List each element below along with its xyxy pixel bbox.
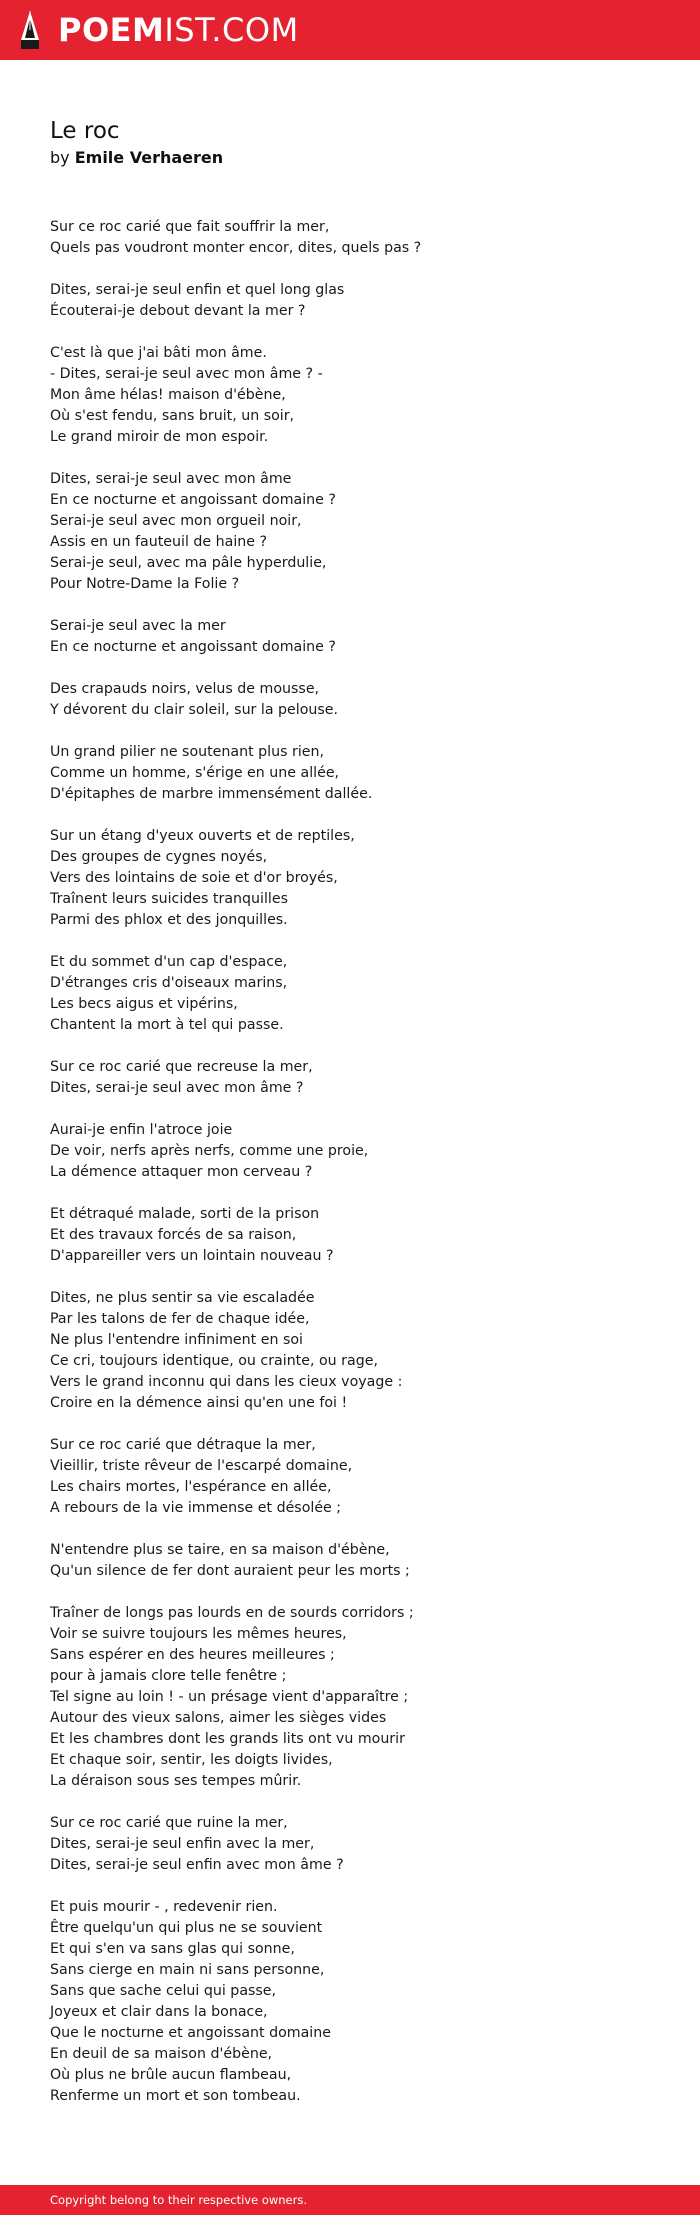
- poem-stanza: [50, 952, 670, 1036]
- poem-line: Serai-je seul, avec ma pâle hyperdulie,: [50, 555, 327, 571]
- poem-stanza: [50, 1288, 670, 1414]
- poem-line: Sur ce roc carié que détraque la mer,: [50, 1437, 316, 1453]
- poem-line: Croire en la démence ainsi qu'en une foi !: [50, 1395, 348, 1411]
- poem-body: [50, 217, 670, 2128]
- poem-line: Joyeux et clair dans la bonace,: [50, 2004, 268, 2020]
- poem-line: Quels pas voudront monter encor, dites, quels pas ?: [50, 240, 422, 256]
- poem-line: Tel signe au loin ! - un présage vient d'apparaître ;: [50, 1689, 409, 1705]
- poem-line: Aurai-je enfin l'atroce joie: [50, 1122, 233, 1138]
- poem-line: Et chaque soir, sentir, les doigts livides,: [50, 1752, 333, 1768]
- poem-line: Dites, serai-je seul enfin et quel long glas: [50, 282, 345, 298]
- poem-stanza: [50, 280, 670, 322]
- poem-line: D'épitaphes de marbre immensément dallée.: [50, 786, 373, 802]
- poem-line: Assis en un fauteuil de haine ?: [50, 534, 268, 550]
- poem-line: Qu'un silence de fer dont auraient peur les morts ;: [50, 1563, 410, 1579]
- poem-line: Vers le grand inconnu qui dans les cieux voyage :: [50, 1374, 403, 1390]
- copyright-notice: Copyright belong to their respective owners.: [50, 2193, 308, 2207]
- poem-line: Le grand miroir de mon espoir.: [50, 429, 269, 445]
- poem-line: Vieillir, triste rêveur de l'escarpé domaine,: [50, 1458, 353, 1474]
- poem-line: Renferme un mort et son tombeau.: [50, 2088, 301, 2104]
- poem-stanza: [50, 1897, 670, 2107]
- author-name: Emile Verhaeren: [74, 148, 224, 167]
- poem-line: En ce nocturne et angoissant domaine ?: [50, 492, 336, 508]
- poem-stanza: [50, 343, 670, 448]
- poem-line: Vers des lointains de soie et d'or broyés,: [50, 870, 338, 886]
- poem-line: Les becs aigus et vipérins,: [50, 996, 238, 1012]
- poem-title: Le roc: [50, 118, 120, 144]
- poem-stanza: [50, 826, 670, 931]
- poem-line: Dites, serai-je seul avec mon âme ?: [50, 1080, 304, 1096]
- poem-stanza: [50, 616, 670, 658]
- poem-line: Des crapauds noirs, velus de mousse,: [50, 681, 320, 697]
- poem-stanza: [50, 1435, 670, 1519]
- poem-line: Dites, ne plus sentir sa vie escaladée: [50, 1290, 315, 1306]
- poem-line: Serai-je seul avec mon orgueil noir,: [50, 513, 302, 529]
- poem-line: Dites, serai-je seul avec mon âme: [50, 471, 292, 487]
- poem-stanza: [50, 469, 670, 595]
- poem-line: Sans cierge en main ni sans personne,: [50, 1962, 325, 1978]
- poem-line: Autour des vieux salons, aimer les sièges vides: [50, 1710, 387, 1726]
- poem-line: Dites, serai-je seul enfin avec mon âme ?: [50, 1857, 344, 1873]
- poem-line: Des groupes de cygnes noyés,: [50, 849, 268, 865]
- poem-line: Et des travaux forcés de sa raison,: [50, 1227, 297, 1243]
- poem-line: A rebours de la vie immense et désolée ;: [50, 1500, 342, 1516]
- poem-stanza: [50, 742, 670, 805]
- pen-nib-icon[interactable]: [18, 10, 42, 50]
- poem-line: Chantent la mort à tel qui passe.: [50, 1017, 284, 1033]
- poem-line: Et du sommet d'un cap d'espace,: [50, 954, 288, 970]
- poem-line: La déraison sous ses tempes mûrir.: [50, 1773, 302, 1789]
- poem-stanza: [50, 1540, 670, 1582]
- poem-line: Sur ce roc carié que fait souffrir la mer,: [50, 219, 330, 235]
- poem-byline: [50, 146, 223, 170]
- brand-bold: POEM: [58, 11, 165, 49]
- poem-stanza: [50, 1603, 670, 1792]
- poem-line: Sans espérer en des heures meilleures ;: [50, 1647, 335, 1663]
- by-label: by: [50, 148, 70, 167]
- poem-line: Et détraqué malade, sorti de la prison: [50, 1206, 320, 1222]
- poem-line: En ce nocturne et angoissant domaine ?: [50, 639, 336, 655]
- poem-line: D'étranges cris d'oiseaux marins,: [50, 975, 288, 991]
- poem-line: Parmi des phlox et des jonquilles.: [50, 912, 288, 928]
- poem-line: Et les chambres dont les grands lits ont vu mourir: [50, 1731, 405, 1747]
- site-footer: [0, 2185, 700, 2215]
- poem-line: Sur ce roc carié que recreuse la mer,: [50, 1059, 313, 1075]
- poem-line: Et qui s'en va sans glas qui sonne,: [50, 1941, 295, 1957]
- poem-line: Un grand pilier ne soutenant plus rien,: [50, 744, 325, 760]
- poem-line: Mon âme hélas! maison d'ébène,: [50, 387, 286, 403]
- poem-line: Écouterai-je debout devant la mer ?: [50, 303, 306, 319]
- poem-line: Ne plus l'entendre infiniment en soi: [50, 1332, 303, 1348]
- site-logo-link[interactable]: [58, 11, 299, 49]
- poem-line: C'est là que j'ai bâti mon âme.: [50, 345, 267, 361]
- poem-line: Où plus ne brûle aucun flambeau,: [50, 2067, 292, 2083]
- poem-line: Traîner de longs pas lourds en de sourds corridors ;: [50, 1605, 414, 1621]
- poem-line: D'appareiller vers un lointain nouveau ?: [50, 1248, 334, 1264]
- poem-stanza: [50, 1120, 670, 1183]
- poem-line: La démence attaquer mon cerveau ?: [50, 1164, 313, 1180]
- poem-line: Où s'est fendu, sans bruit, un soir,: [50, 408, 295, 424]
- poem-line: - Dites, serai-je seul avec mon âme ? -: [50, 366, 323, 382]
- poem-stanza: [50, 1057, 670, 1099]
- poem-line: N'entendre plus se taire, en sa maison d'ébène,: [50, 1542, 390, 1558]
- site-header: [0, 0, 700, 60]
- poem-line: Sur ce roc carié que ruine la mer,: [50, 1815, 288, 1831]
- poem-stanza: [50, 679, 670, 721]
- poem-line: Sans que sache celui qui passe,: [50, 1983, 277, 1999]
- poem-line: Serai-je seul avec la mer: [50, 618, 226, 634]
- poem-line: pour à jamais clore telle fenêtre ;: [50, 1668, 287, 1684]
- poem-line: Les chairs mortes, l'espérance en allée,: [50, 1479, 332, 1495]
- poem-line: Comme un homme, s'érige en une allée,: [50, 765, 340, 781]
- poem-line: Ce cri, toujours identique, ou crainte, ou rage,: [50, 1353, 378, 1369]
- brand-thin: IST.COM: [164, 11, 299, 49]
- poem-stanza: [50, 1204, 670, 1267]
- poem-line: Que le nocturne et angoissant domaine: [50, 2025, 331, 2041]
- poem-line: Dites, serai-je seul enfin avec la mer,: [50, 1836, 315, 1852]
- poem-line: Y dévorent du clair soleil, sur la pelouse.: [50, 702, 339, 718]
- poem-line: Et puis mourir - , redevenir rien.: [50, 1899, 278, 1915]
- poem-line: Sur un étang d'yeux ouverts et de reptiles,: [50, 828, 355, 844]
- poem-line: Traînent leurs suicides tranquilles: [50, 891, 288, 907]
- poem-stanza: [50, 217, 670, 259]
- poem-line: Voir se suivre toujours les mêmes heures,: [50, 1626, 347, 1642]
- poem-line: De voir, nerfs après nerfs, comme une proie,: [50, 1143, 369, 1159]
- poem-line: Par les talons de fer de chaque idée,: [50, 1311, 310, 1327]
- poem-line: Être quelqu'un qui plus ne se souvient: [50, 1920, 323, 1936]
- poem-line: Pour Notre-Dame la Folie ?: [50, 576, 240, 592]
- poem-stanza: [50, 1813, 670, 1876]
- poem-line: En deuil de sa maison d'ébène,: [50, 2046, 273, 2062]
